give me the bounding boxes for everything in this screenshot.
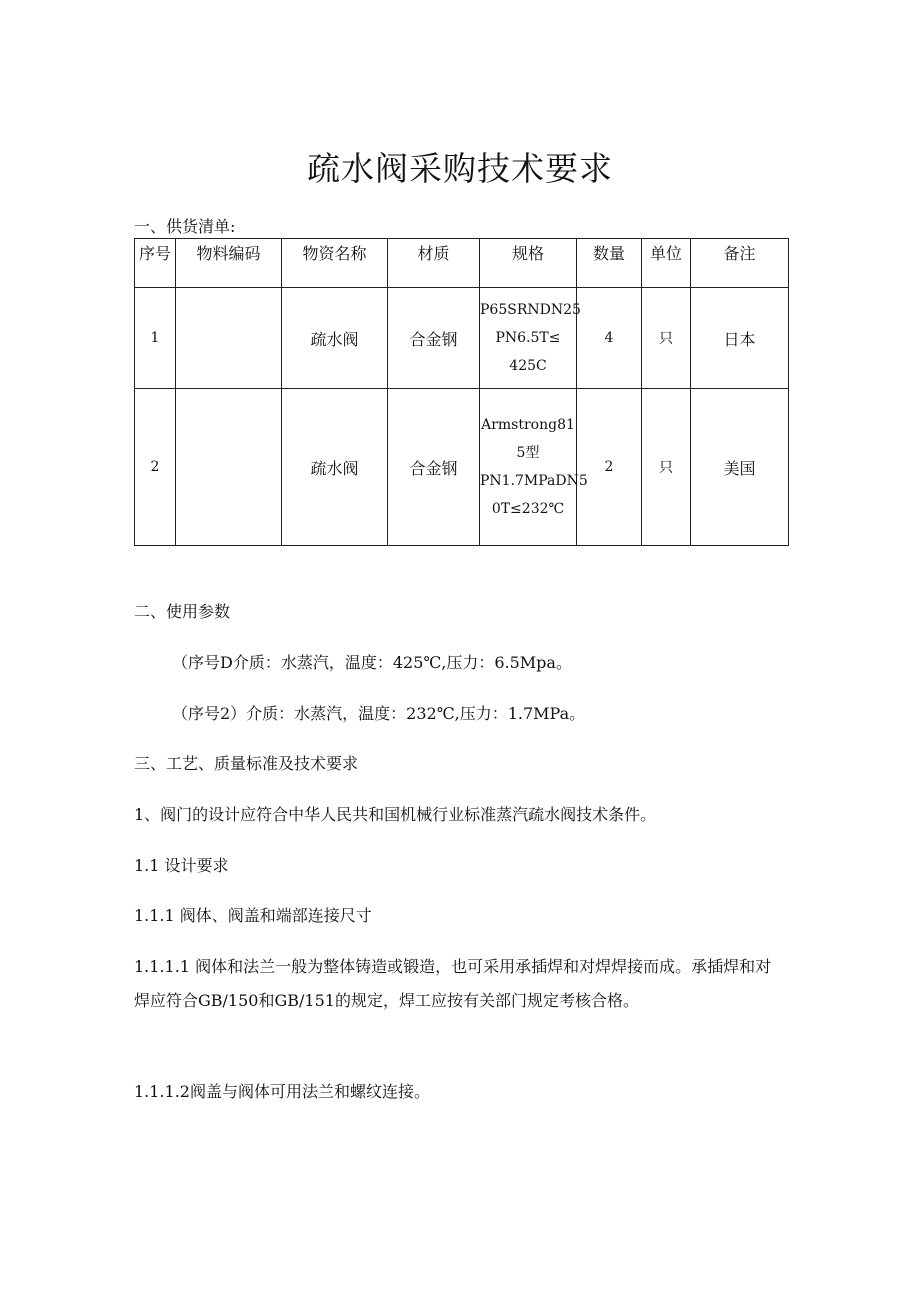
header-code: 物料编码 bbox=[176, 239, 282, 288]
row-material: 合金钢 bbox=[388, 288, 480, 389]
param-line-2: （序号2）介质：水蒸汽，温度：232℃,压力：1.7MPa。 bbox=[172, 704, 586, 723]
spec-line: 5型 bbox=[516, 445, 540, 461]
section3-heading: 三、工艺、质量标准及技术要求 bbox=[134, 754, 359, 773]
spec-line: Armstrong81 bbox=[481, 417, 575, 433]
header-remark: 备注 bbox=[691, 239, 789, 288]
row-remark: 日本 bbox=[691, 288, 789, 389]
row-qty: 4 bbox=[577, 288, 642, 389]
paragraph-1-1: 1.1 设计要求 bbox=[134, 856, 229, 875]
row-name: 疏水阀 bbox=[282, 288, 388, 389]
header-name: 物资名称 bbox=[282, 239, 388, 288]
spec-line: P65SRNDN25 bbox=[480, 302, 581, 318]
section1-heading: 一、供货清单: bbox=[134, 217, 236, 236]
document-title: 疏水阀采购技术要求 bbox=[307, 149, 613, 188]
row-unit: 只 bbox=[642, 389, 691, 546]
supply-list-table bbox=[134, 238, 789, 546]
table-header-row bbox=[135, 239, 789, 288]
section2-heading: 二、使用参数 bbox=[134, 602, 231, 621]
row-qty: 2 bbox=[577, 389, 642, 546]
header-unit: 单位 bbox=[642, 239, 691, 288]
paragraph-1-1-1-1: 1.1.1.1 阀体和法兰一般为整体铸造或锻造，也可采用承插焊和对焊焊接而成。承插焊和对焊应符合GB/150和GB/151的规定，焊工应按有关部门规定考核合格。 bbox=[134, 957, 772, 1010]
row-spec bbox=[480, 389, 588, 546]
table-row bbox=[135, 389, 789, 546]
spec-line: 425C bbox=[509, 358, 547, 374]
paragraph-1: 1、阀门的设计应符合中华人民共和国机械行业标准蒸汽疏水阀技术条件。 bbox=[134, 805, 657, 824]
row-code bbox=[176, 288, 282, 389]
header-no: 序号 bbox=[135, 239, 176, 288]
row-no: 1 bbox=[135, 288, 176, 389]
row-no: 2 bbox=[135, 389, 176, 546]
row-code bbox=[176, 389, 282, 546]
spec-line: PN1.7MPaDN5 bbox=[480, 473, 588, 489]
header-qty: 数量 bbox=[577, 239, 642, 288]
row-material: 合金钢 bbox=[388, 389, 480, 546]
row-remark: 美国 bbox=[691, 389, 789, 546]
spec-line: 0T≤232℃ bbox=[491, 501, 565, 517]
param-line-1: （序号D介质：水蒸汽，温度：425℃,压力：6.5Mpa。 bbox=[172, 653, 572, 672]
paragraph-1-1-1-2: 1.1.1.2阀盖与阀体可用法兰和螺纹连接。 bbox=[134, 1082, 430, 1101]
paragraph-1-1-1: 1.1.1 阀体、阀盖和端部连接尺寸 bbox=[134, 906, 372, 925]
header-material: 材质 bbox=[388, 239, 480, 288]
row-unit: 只 bbox=[642, 288, 691, 389]
row-name: 疏水阀 bbox=[282, 389, 388, 546]
header-spec: 规格 bbox=[480, 239, 577, 288]
row-spec bbox=[480, 288, 581, 389]
spec-line: PN6.5T≤ bbox=[495, 330, 561, 346]
table-row bbox=[135, 288, 789, 389]
